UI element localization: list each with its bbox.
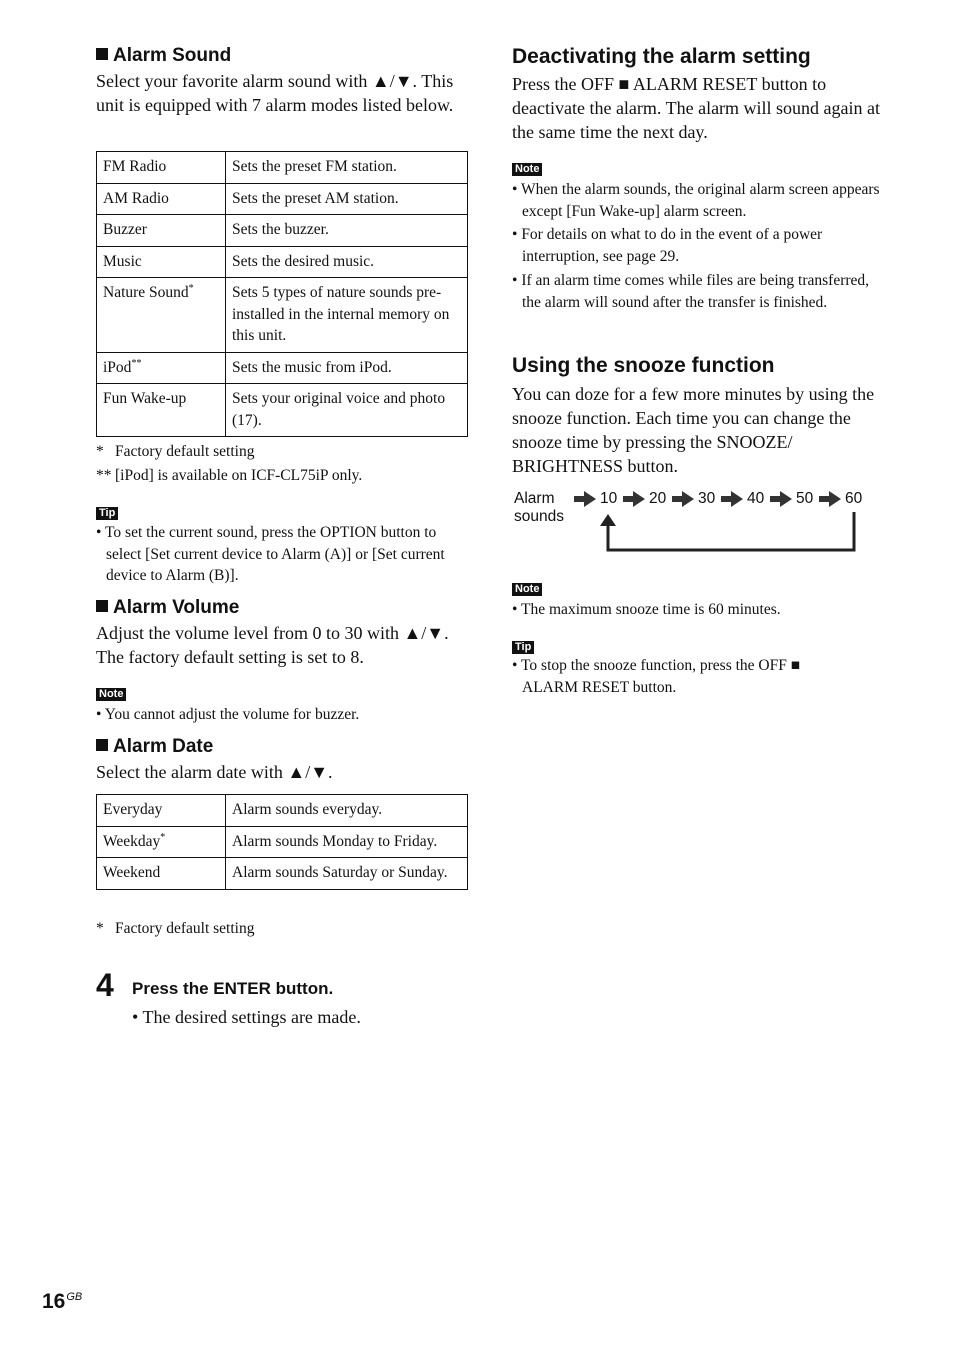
loop-back-line	[608, 512, 854, 550]
mode-cell	[97, 858, 226, 890]
note-file-transfer: • If an alarm time comes while files are being transferred, the alarm will sound after the transfer is finished.	[512, 272, 870, 311]
description-cell: Sets the preset AM station.	[226, 183, 468, 215]
alarm-sound-intro: Select your favorite alarm sound with ▲/▼. This unit is equipped with 7 alarm modes listed below.	[96, 71, 454, 115]
footnote-ipod: ** [iPod] is available on ICF-CL75iP only.	[96, 467, 363, 484]
snooze-step-label: 10	[600, 490, 618, 507]
footnote-mark: *	[160, 831, 166, 843]
diagram-start-label: Alarm sounds	[514, 490, 564, 525]
mode-label: Weekend	[103, 864, 161, 881]
right-arrow-icon	[623, 491, 645, 507]
table-row	[97, 858, 468, 890]
note-badge: Note	[96, 688, 126, 701]
table-row	[97, 384, 468, 437]
table-row	[97, 826, 468, 858]
table-row	[97, 183, 468, 215]
deactivating-heading: Deactivating the alarm setting	[512, 45, 811, 68]
note-badge: Note	[512, 583, 542, 596]
snooze-step-label: 60	[845, 490, 863, 507]
tip-stop-snooze: • To stop the snooze function, press the OFF ■ ALARM RESET button.	[512, 657, 801, 696]
description-cell: Sets the desired music.	[226, 246, 468, 278]
alarm-date-table	[96, 794, 468, 890]
description-cell: Alarm sounds Saturday or Sunday.	[226, 858, 468, 890]
mode-label: Nature Sound	[103, 284, 189, 301]
right-arrow-icon	[574, 491, 596, 507]
snooze-text: You can doze for a few more minutes by using the snooze function. Each time you can change the snooze time by pressing the SNOOZE/ BRIGHTNESS button.	[512, 384, 875, 476]
mode-cell	[97, 246, 226, 278]
mode-label: AM Radio	[103, 189, 169, 207]
step-result: • The desired settings are made.	[132, 1007, 361, 1027]
snooze-heading: Using the snooze function	[512, 354, 775, 377]
alarm-date-heading: Alarm Date	[96, 736, 213, 758]
snooze-step-label: 50	[796, 490, 814, 507]
table-row	[97, 215, 468, 247]
mode-label: Music	[103, 252, 142, 270]
tip-badge: Tip	[96, 507, 118, 520]
footnote-factory-default: * Factory default setting	[96, 443, 255, 460]
page-number: $16^{GB}$	[42, 1290, 83, 1313]
note-max-snooze: • The maximum snooze time is 60 minutes.	[512, 601, 781, 618]
snooze-step-label: 30	[698, 490, 716, 507]
mode-cell	[97, 795, 226, 827]
square-bullet-icon	[96, 48, 108, 60]
description-cell: Sets the preset FM station.	[226, 152, 468, 184]
mode-label: iPod	[103, 358, 132, 376]
step-title: Press the ENTER button.	[132, 979, 334, 998]
table-row	[97, 246, 468, 278]
tip-badge: Tip	[512, 641, 534, 654]
note-volume-buzzer: • You cannot adjust the volume for buzzer.	[96, 706, 360, 723]
description-cell: Sets the music from iPod.	[226, 352, 468, 384]
footnote-date-default: * Factory default setting	[96, 920, 255, 937]
deactivating-text: Press the OFF ■ ALARM RESET button to deactivate the alarm. The alarm will sound again at the same time the next day.	[512, 74, 881, 142]
table-row	[97, 278, 468, 353]
mode-label: Weekday	[103, 832, 161, 850]
description-cell: Sets your original voice and photo (17).	[226, 384, 468, 437]
step-number: 4	[96, 967, 114, 1003]
description-cell: Alarm sounds everyday.	[226, 795, 468, 827]
right-arrow-icon	[819, 491, 841, 507]
description-cell: Alarm sounds Monday to Friday.	[226, 826, 468, 858]
mode-cell	[97, 278, 226, 353]
footnote-mark: **	[131, 357, 142, 369]
alarm-volume-heading: Alarm Volume	[96, 597, 239, 619]
mode-label: Everyday	[103, 801, 163, 818]
note-power-interruption: • For details on what to do in the event of a power interruption, see page 29.	[512, 226, 823, 265]
loop-back-arrow-icon	[600, 514, 616, 526]
mode-label: Fun Wake-up	[103, 390, 187, 407]
square-bullet-icon	[96, 739, 108, 751]
right-arrow-icon	[721, 491, 743, 507]
note-alarm-screen: • When the alarm sounds, the original alarm screen appears except [Fun Wake-up] alarm screen.	[512, 181, 880, 220]
mode-cell	[97, 826, 226, 858]
mode-label: FM Radio	[103, 158, 167, 175]
alarm-date-text: Select the alarm date with ▲/▼.	[96, 762, 333, 782]
snooze-step-label: 20	[649, 490, 667, 507]
right-arrow-icon	[770, 491, 792, 507]
table-row	[97, 352, 468, 384]
mode-cell	[97, 352, 226, 384]
description-cell: Sets the buzzer.	[226, 215, 468, 247]
table-row	[97, 152, 468, 184]
mode-cell	[97, 183, 226, 215]
mode-cell	[97, 384, 226, 437]
alarm-sound-heading: Alarm Sound	[96, 45, 231, 67]
description-cell: Sets 5 types of nature sounds pre-installed in the internal memory on this unit.	[226, 278, 468, 353]
mode-label: Buzzer	[103, 221, 147, 238]
alarm-sound-table	[96, 151, 468, 437]
alarm-volume-text: Adjust the volume level from 0 to 30 with ▲/▼. The factory default setting is set to 8.	[96, 623, 449, 667]
snooze-cycle-diagram	[512, 484, 884, 560]
snooze-step-label: 40	[747, 490, 765, 507]
right-arrow-icon	[672, 491, 694, 507]
table-row	[97, 795, 468, 827]
tip-current-sound: • To set the current sound, press the OPTION button to select [Set current device to Alarm (A)] or [Set current device to Alarm (B)].	[96, 524, 445, 584]
footnote-mark: *	[188, 283, 194, 294]
note-badge: Note	[512, 163, 542, 176]
mode-cell	[97, 152, 226, 184]
mode-cell	[97, 215, 226, 247]
square-bullet-icon	[96, 600, 108, 612]
